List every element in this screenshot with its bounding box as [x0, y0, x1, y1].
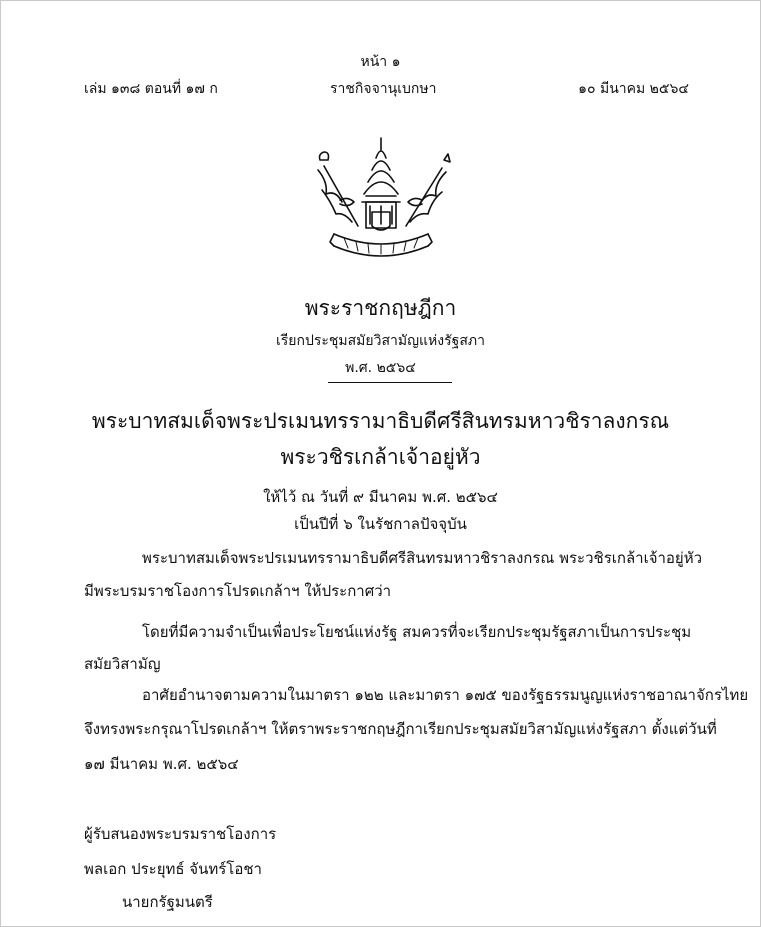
- reign-year: เป็นปีที่ ๖ ในรัชกาลปัจจุบัน: [294, 515, 467, 533]
- paragraph-3-line-2: จึงทรงพระกรุณาโปรดเกล้าฯ ให้ตราพระราชกฤษฎีกาเรียกประชุมสมัยวิสามัญแห่งรัฐสภา ตั้งแต่วันที่: [84, 720, 717, 738]
- gazette-date: ๑๐ มีนาคม ๒๕๖๔: [578, 81, 689, 97]
- paragraph-1-line-1: พระบาทสมเด็จพระปรเมนทรรามาธิบดีศรีสินทรมหาวชิราลงกรณ พระวชิรเกล้าเจ้าอยู่หัว: [142, 549, 703, 567]
- paragraph-2-line-2: สมัยวิสามัญ: [84, 655, 161, 673]
- king-name-line1: พระบาทสมเด็จพระปรเมนทรรามาธิบดีศรีสินทรมหาวชิราลงกรณ: [91, 409, 670, 433]
- countersign-label: ผู้รับสนองพระบรมราชโองการ: [84, 825, 277, 843]
- title-divider: [328, 382, 452, 383]
- king-name-line2: พระวชิรเกล้าเจ้าอยู่หัว: [280, 445, 481, 469]
- paragraph-3-line-1: อาศัยอำนาจตามความในมาตรา ๑๒๒ และมาตรา ๑๗๕ ของรัฐธรรมนูญแห่งราชอาณาจักรไทย: [142, 686, 749, 704]
- paragraph-1-line-2: มีพระบรมราชโองการโปรดเกล้าฯ ให้ประกาศว่า: [84, 582, 392, 600]
- paragraph-2-line-1: โดยที่มีความจำเป็นเพื่อประโยชน์แห่งรัฐ สมควรที่จะเรียกประชุมรัฐสภาเป็นการประชุม: [142, 623, 692, 641]
- paragraph-3-line-3: ๑๗ มีนาคม พ.ศ. ๒๕๖๔: [84, 755, 239, 773]
- royal-emblem-icon: [300, 130, 462, 260]
- page-number: หน้า ๑: [360, 54, 401, 70]
- given-date: ให้ไว้ ณ วันที่ ๙ มีนาคม พ.ศ. ๒๕๖๔: [263, 488, 498, 506]
- decree-title: พระราชกฤษฎีกา: [304, 296, 457, 320]
- volume-issue: เล่ม ๑๓๘ ตอนที่ ๑๗ ก: [84, 81, 218, 97]
- signatory-name: พลเอก ประยุทธ์ จันทร์โอชา: [84, 860, 262, 878]
- decree-year: พ.ศ. ๒๕๖๔: [345, 360, 416, 376]
- gazette-name: ราชกิจจานุเบกษา: [330, 81, 437, 97]
- decree-subtitle: เรียกประชุมสมัยวิสามัญแห่งรัฐสภา: [275, 333, 485, 349]
- signatory-position: นายกรัฐมนตรี: [122, 893, 213, 911]
